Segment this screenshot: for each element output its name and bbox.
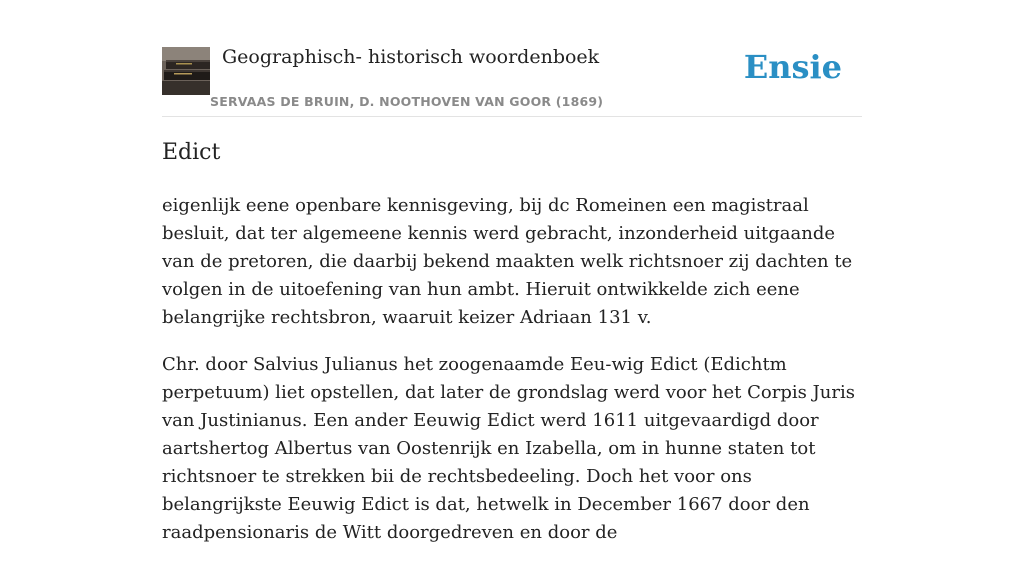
book-stack-icon	[162, 47, 210, 95]
book-title[interactable]: Geographisch- historisch woordenboek	[222, 46, 600, 68]
book-header	[162, 44, 862, 117]
entry-title: Edict	[162, 140, 221, 165]
entry-paragraph: eigenlijk eene openbare kennisgeving, bij dc Romeinen een magistraal besluit, dat ter algemeene kennis werd gebracht, inzonderheid uitgaande van de pretoren, die daarbij bekend maakten welk richtsnoer zij dachten te volgen in de uitoefening van hun ambt. Hieruit ontwikkelde zich eene belangrijke rechtsbron, waaruit keizer Adriaan 131 v.	[162, 195, 853, 328]
entry-paragraph: Chr. door Salvius Julianus het zoogenaamde Eeu-wig Edict (Edichtm perpetuum) liet opstellen, dat later de grondslag werd voor het Corpis Juris van Justinianus. Een ander Eeuwig Edict werd 1611 uitgevaardigd door aartshertog Albertus van Oostenrijk en Izabella, om in hunne staten tot richtsnoer te strekken bii de rechtsbedeeling. Doch het voor ons belangrijkste Eeuwig Edict is dat, hetwelk in December 1667 door den raadpensionaris de Witt doorgedreven en door de	[162, 354, 855, 543]
entry-content	[162, 192, 862, 566]
ensie-logo[interactable]: Ensie	[743, 48, 842, 86]
book-avatar[interactable]	[162, 47, 210, 95]
book-author-year: SERVAAS DE BRUIN, D. NOOTHOVEN VAN GOOR (1869)	[210, 94, 604, 109]
